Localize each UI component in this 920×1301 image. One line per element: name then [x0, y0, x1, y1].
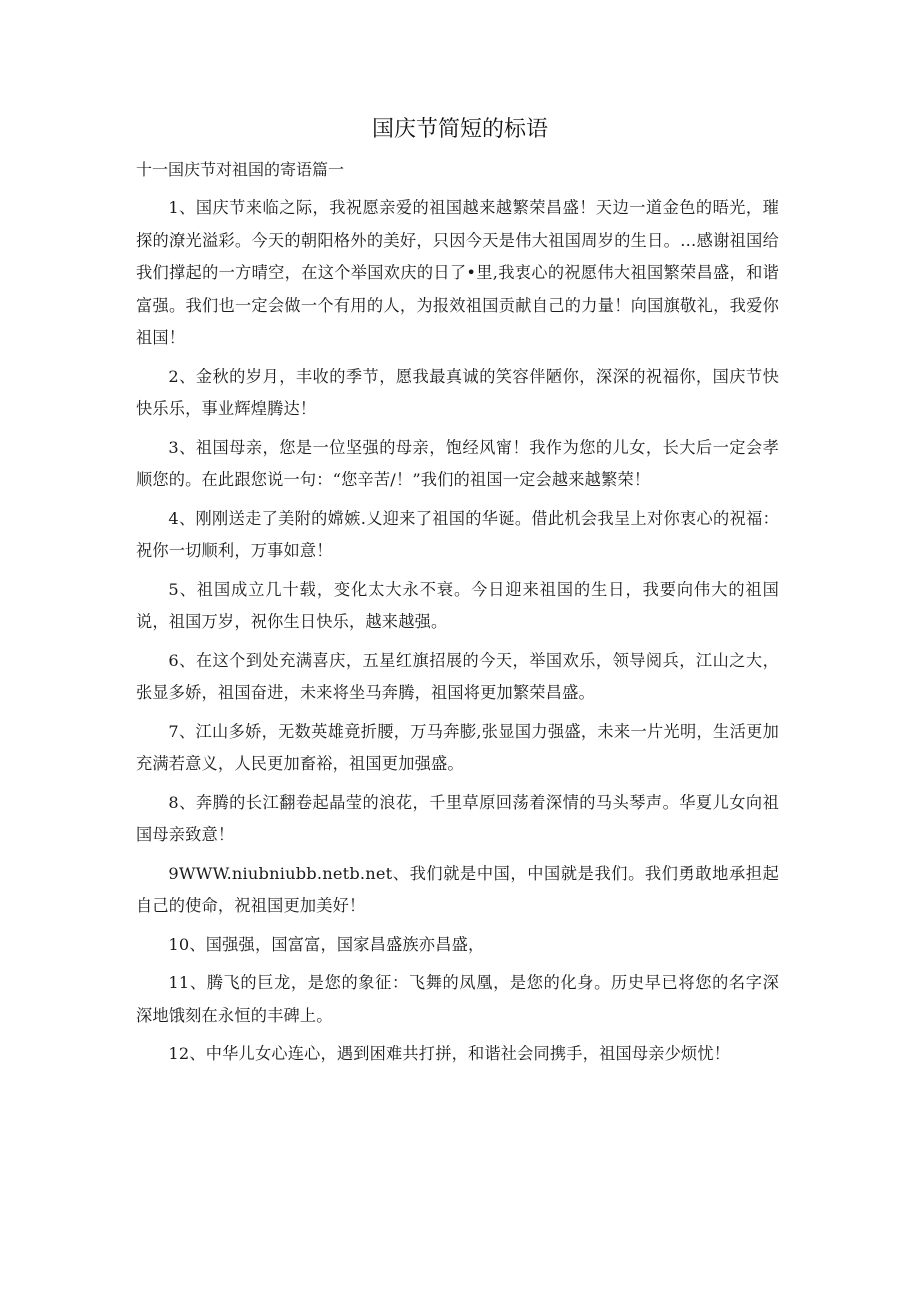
paragraph-1: 1、国庆节来临之际，我祝愿亲爱的祖国越来越繁荣昌盛！天边一道金色的晤光，璀探的潦光溢彩。今天的朝阳格外的美好，只因今天是伟大祖国周岁的生日。…感谢祖国给我们撑起的一方晴空，在这个举国欢庆的日了•里,我衷心的祝愿伟大祖国繁荣昌盛，和谐富强。我们也一定会做一个有用的人，为报效祖国贡献自己的力量！向国旗敬礼，我爱你祖国！ — [136, 198, 779, 347]
document-body — [136, 192, 779, 1077]
paragraph-4: 4、刚刚送走了美附的嫦嫉.乂迎来了祖国的华诞。借此机会我呈上对你衷心的祝福：祝你一切顺利，万事如意！ — [136, 508, 779, 560]
paragraph-12: 12、中华儿女心连心，遇到困难共打拼，和谐社会同携手，祖国母亲少烦忧！ — [168, 1044, 731, 1063]
paragraph-10: 10、国强强，国富富，国家昌盛族亦昌盛， — [168, 934, 485, 954]
paragraph-11: 11、腾飞的巨龙，是您的象征：飞舞的凤凰，是您的化身。历史早已将您的名字深深地饿刻在永恒的丰碑上。 — [136, 973, 779, 1025]
paragraph-3: 3、祖国母亲，您是一位坚强的母亲，饱经风甯！我作为您的儿女，长大后一定会孝顺您的。在此跟您说一句：“您辛苦/！”我们的祖国一定会越来越繁荣！ — [136, 437, 779, 489]
paragraph-5: 5、祖国成立几十载，变化太大永不衰。今日迎来祖国的生日，我要向伟大的祖国说，祖国万岁，祝你生日快乐，越来越强。 — [136, 579, 779, 631]
paragraph-8: 8、奔腾的长江翻卷起晶莹的浪花，千里草原回荡着深情的马头琴声。华夏儿女向祖国母亲致意！ — [136, 792, 779, 844]
paragraph-6: 6、在这个到处充满喜庆，五星红旗招展的今天，举国欢乐，领导阅兵，江山之大，张显多娇，祖国奋进，未来将坐马奔腾，祖国将更加繁荣昌盛。 — [136, 650, 779, 702]
document-title: 国庆节简短的标语 — [371, 117, 548, 142]
paragraph-9: 9WWW.niubniubb.netb.net、我们就是中国，中国就是我们。我们勇敢地承担起自己的使命，祝祖国更加美好！ — [136, 863, 779, 915]
paragraph-2: 2、金秋的岁月，丰收的季节，愿我最真诚的笑容伴陋你，深深的祝福你，国庆节快快乐乐，事业辉煌腾达！ — [136, 366, 779, 418]
document-subtitle: 十一国庆节对祖国的寄语篇一 — [136, 160, 345, 179]
paragraph-7: 7、江山多娇，无数英雄竟折腰，万马奔膨,张显国力强盛，未来一片光明，生活更加充满若意义，人民更加畜裕，祖国更加强盛。 — [136, 721, 779, 773]
